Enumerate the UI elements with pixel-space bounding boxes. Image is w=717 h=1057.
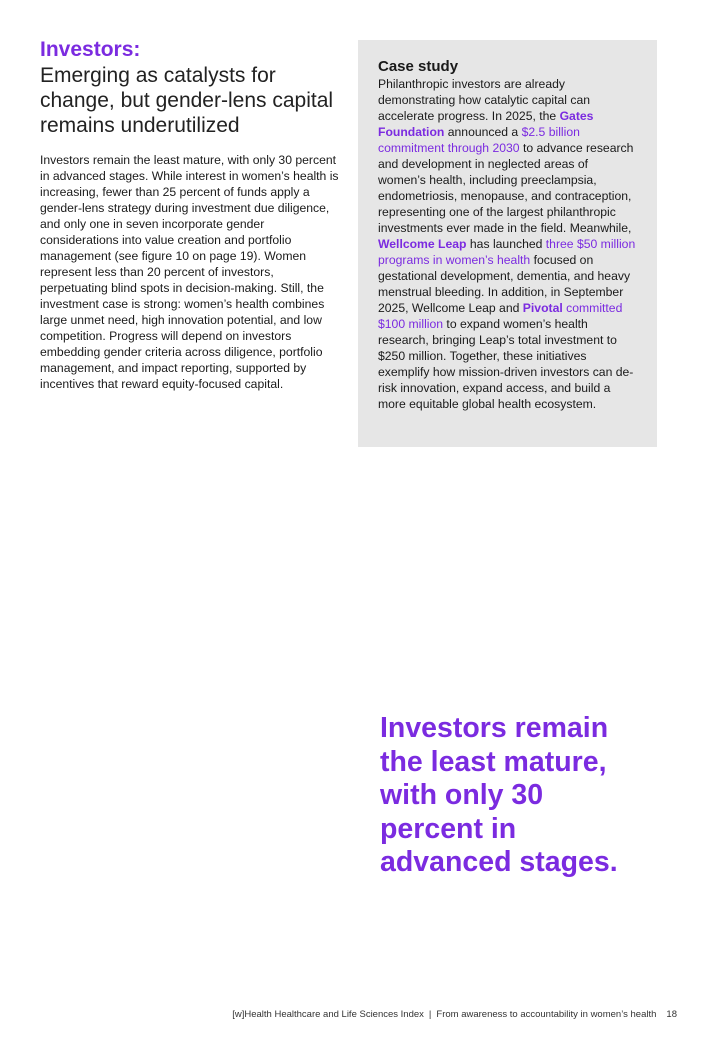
gates-commitment-link[interactable]: $2.5 billion commitment through 2030 bbox=[378, 125, 580, 155]
page-number: 18 bbox=[666, 1009, 677, 1020]
investors-section bbox=[40, 38, 340, 392]
pivotal-link[interactable]: Pivotal bbox=[522, 301, 563, 315]
case-text-5: focused on gestational development, dementia, and heavy menstrual bleeding. In addition, in September 2025, Wellcome Leap and bbox=[378, 253, 631, 315]
gates-foundation-link[interactable]: Gates Foundation bbox=[378, 109, 594, 139]
footer-publication: [w]Health Healthcare and Life Sciences Index bbox=[232, 1009, 424, 1020]
case-study-title: Case study bbox=[378, 58, 459, 75]
case-study-box bbox=[358, 40, 657, 447]
case-study-text bbox=[378, 76, 637, 412]
page-footer bbox=[232, 1009, 677, 1020]
case-text-1: Philanthropic investors are already demonstrating how catalytic capital can accelerate progress. In 2025, the bbox=[378, 77, 591, 123]
case-text-3: to advance research and development in neglected areas of women’s health, including preeclampsia, endometriosis, menopause, and contraception, representing one of the largest philanthropic investments ever made in the field. Meanwhile, bbox=[378, 141, 634, 235]
case-text-2: announced a bbox=[444, 125, 522, 139]
footer-separator: | bbox=[428, 1009, 432, 1020]
section-body: Investors remain the least mature, with only 30 percent in advanced stages. While interest in women’s health is increasing, fewer than 25 percent of funds apply a gender-lens strategy during investment due diligence, and only one in seven incorporate gender considerations into value creation and portfolio management (see figure 10 on page 19). Women represent less than 20 percent of investors, perpetuating blind spots in decision-making. Still, the investment case is strong: women’s health combines large unmet need, high innovation potential, and low competition. Progress will depend on investors embedding gender criteria across diligence, portfolio management, and impact reporting, supported by incentives that reward equity-focused capital. bbox=[40, 153, 339, 391]
section-subtitle: Emerging as catalysts for change, but gender-lens capital remains underutilized bbox=[40, 64, 334, 137]
case-text-7: to expand women’s health research, bringing Leap’s total investment to $250 million. Together, these initiatives exemplify how mission-driven investors can de-risk innovation, expand access, and build a more equitable global health ecosystem. bbox=[378, 317, 634, 411]
footer-report-title: From awareness to accountability in women’s health bbox=[436, 1009, 657, 1020]
wellcome-leap-link[interactable]: Wellcome Leap bbox=[378, 237, 467, 251]
pull-quote: Investors remain the least mature, with only 30 percent in advanced stages. bbox=[380, 712, 618, 878]
section-title: Investors: bbox=[40, 38, 141, 61]
case-text-4: has launched bbox=[466, 237, 546, 251]
wellcome-programs-link[interactable]: three $50 million programs in women’s health bbox=[378, 237, 636, 267]
pivotal-commitment-link[interactable]: committed $100 million bbox=[378, 301, 623, 331]
